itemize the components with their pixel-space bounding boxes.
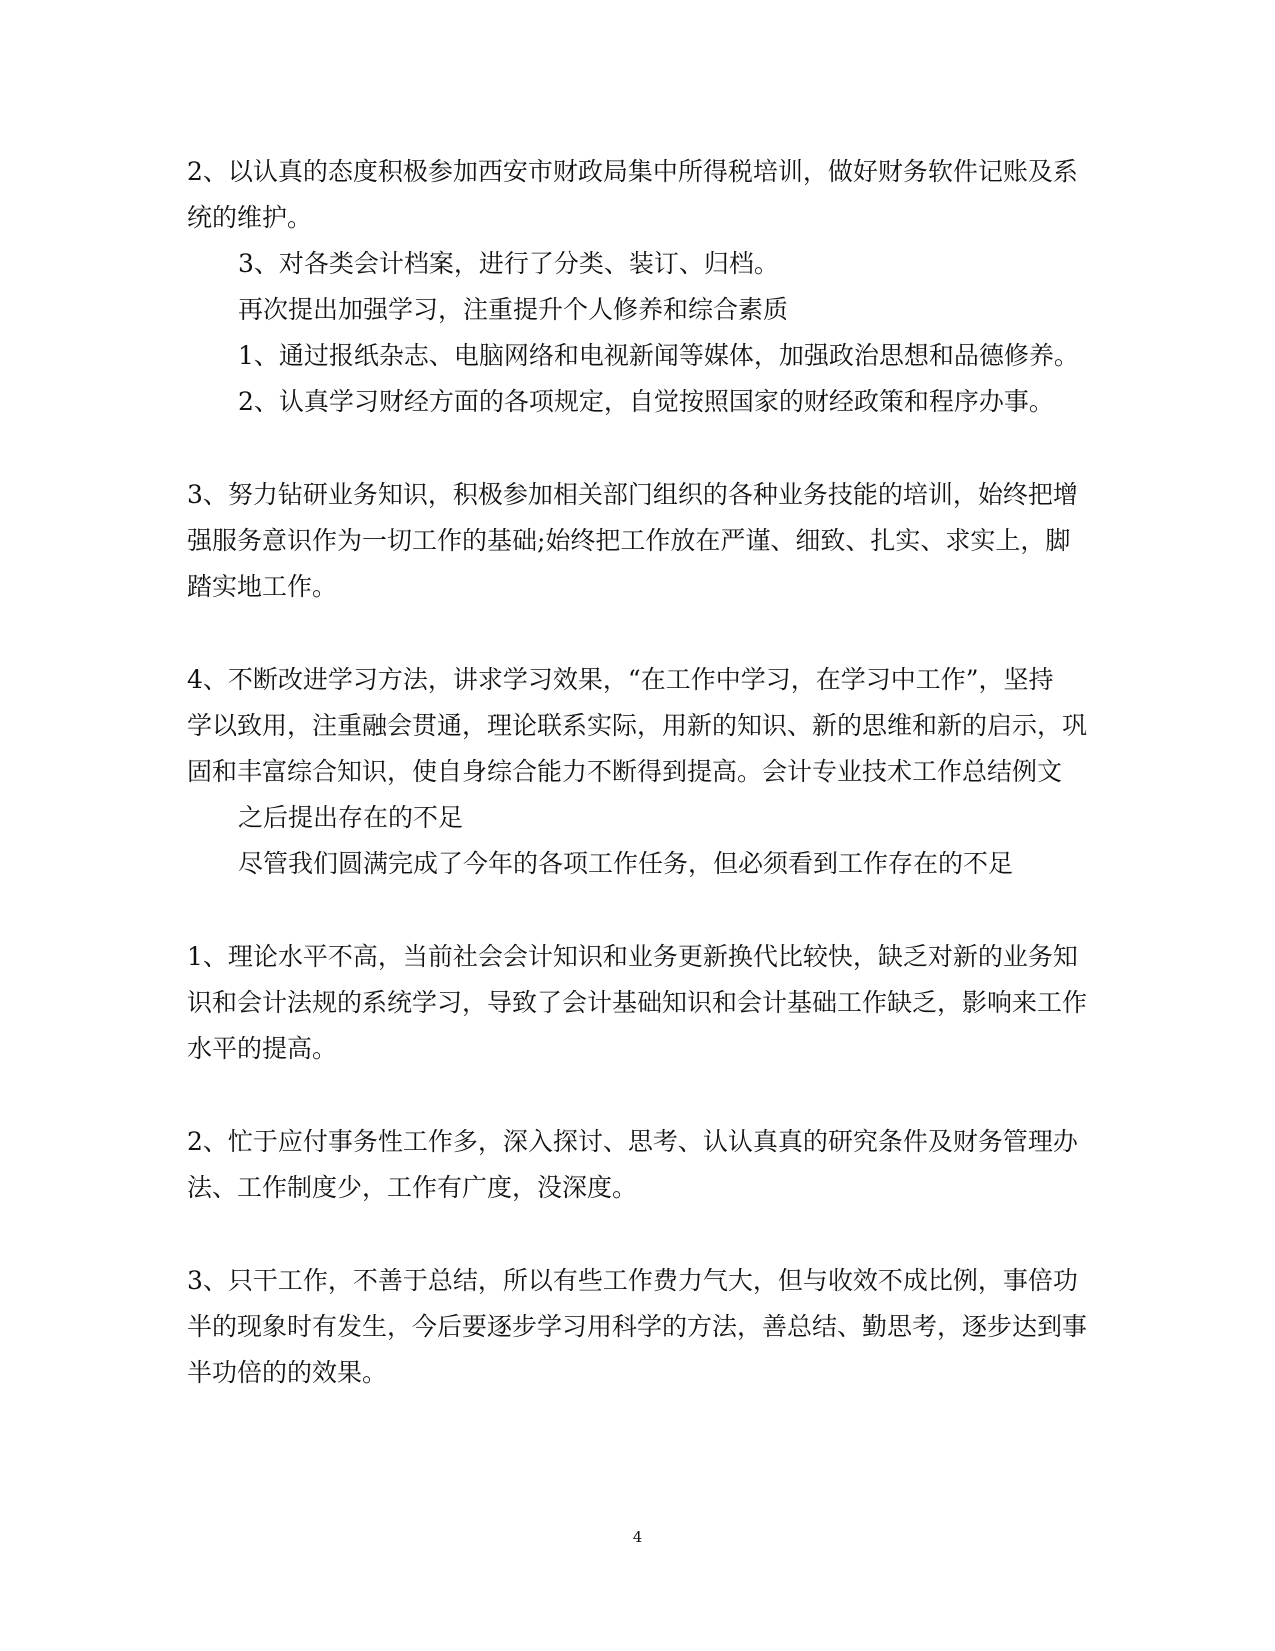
section-heading: 再次提出加强学习，注重提升个人修养和综合素质 <box>238 295 789 324</box>
text-line: 3、努力钻研业务知识，积极参加相关部门组织的各种业务技能的培训，始终把增 <box>187 480 1078 509</box>
text-line: 固和丰富综合知识，使自身综合能力不断得到提高。会计专业技术工作总结例文 <box>187 757 1063 786</box>
text-line: 半的现象时有发生，今后要逐步学习用科学的方法，善总结、勤思考，逐步达到事 <box>187 1312 1088 1341</box>
page-number: 4 <box>632 1528 643 1546</box>
text-line: 1、理论水平不高，当前社会会计知识和业务更新换代比较快，缺乏对新的业务知 <box>187 942 1078 971</box>
text-line: 识和会计法规的系统学习，导致了会计基础知识和会计基础工作缺乏，影响来工作 <box>187 988 1088 1017</box>
section-heading: 之后提出存在的不足 <box>238 803 464 832</box>
text-line: 强服务意识作为一切工作的基础;始终把工作放在严谨、细致、扎实、求实上，脚 <box>187 526 1071 555</box>
text-line: 2、以认真的态度积极参加西安市财政局集中所得税培训，做好财务软件记账及系 <box>187 157 1078 186</box>
text-line: 4、不断改进学习方法，讲求学习效果，“在工作中学习，在学习中工作”，坚持 <box>187 665 1054 694</box>
text-line: 2、认真学习财经方面的各项规定，自觉按照国家的财经政策和程序办事。 <box>238 387 1054 416</box>
text-line: 踏实地工作。 <box>187 572 338 601</box>
text-line: 2、忙于应付事务性工作多，深入探讨、思考、认认真真的研究条件及财务管理办 <box>187 1127 1078 1156</box>
text-line: 尽管我们圆满完成了今年的各项工作任务，但必须看到工作存在的不足 <box>238 849 1014 878</box>
text-line: 1、通过报纸杂志、电脑网络和电视新闻等媒体，加强政治思想和品德修养。 <box>238 341 1079 370</box>
text-line: 统的维护。 <box>187 203 313 232</box>
text-line: 学以致用，注重融会贯通，理论联系实际，用新的知识、新的思维和新的启示，巩 <box>187 711 1088 740</box>
text-line: 3、只干工作，不善于总结，所以有些工作费力气大，但与收效不成比例，事倍功 <box>187 1266 1078 1295</box>
text-line: 半功倍的的效果。 <box>187 1358 388 1387</box>
text-line: 法、工作制度少，工作有广度，没深度。 <box>187 1173 638 1202</box>
text-line: 3、对各类会计档案，进行了分类、装订、归档。 <box>238 249 779 278</box>
text-line: 水平的提高。 <box>187 1034 338 1063</box>
